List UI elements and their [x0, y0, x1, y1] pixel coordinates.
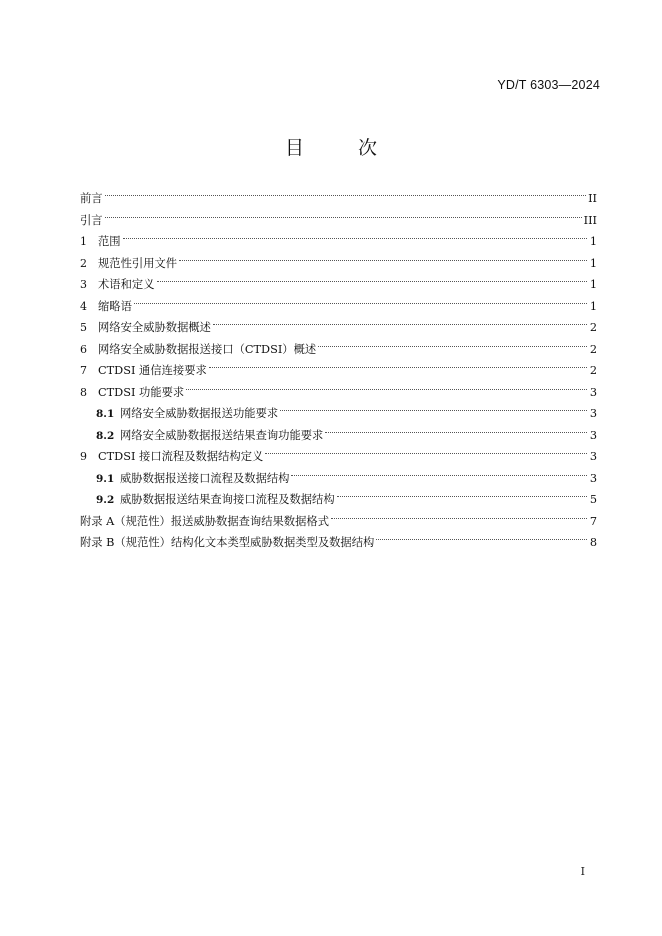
toc-entry[interactable]: [80, 188, 597, 210]
toc-dot-leader: [280, 410, 587, 411]
toc-dot-leader: [157, 281, 588, 282]
toc-entry-page: 3: [589, 428, 597, 442]
toc-entry-title: CTDSI 功能要求: [98, 385, 185, 399]
toc-entry-page: 1: [589, 256, 597, 270]
toc-entry[interactable]: [80, 468, 597, 490]
toc-entry[interactable]: [80, 231, 597, 253]
toc-entry-number: 9: [80, 450, 87, 463]
toc-entry[interactable]: [80, 489, 597, 511]
toc-entry-title: 威胁数据报送结果查询接口流程及数据结构: [120, 493, 335, 506]
toc-entry-title: 规范性引用文件: [98, 256, 178, 270]
toc-entry-number: 9.1: [96, 472, 115, 485]
toc-entry-page: 5: [589, 493, 597, 506]
toc-entry-title: 网络安全威胁数据报送结果查询功能要求: [120, 428, 324, 442]
toc-dot-leader: [331, 518, 587, 519]
toc-entry-title: 缩略语: [98, 299, 132, 313]
toc-entry-title: 范围: [98, 235, 121, 248]
toc-entry[interactable]: [80, 511, 597, 533]
toc-entry[interactable]: [80, 274, 597, 296]
page-number: I: [580, 865, 585, 878]
toc-entry-title: 网络安全威胁数据概述: [98, 321, 211, 334]
toc-entry-page: 1: [589, 235, 597, 248]
toc-dot-leader: [265, 453, 587, 454]
toc-entry-title: 附录 A（规范性）报送威胁数据查询结果数据格式: [80, 514, 329, 528]
toc-entry-title: 前言: [80, 192, 103, 205]
toc-dot-leader: [376, 539, 587, 540]
toc-entry-page: 3: [589, 407, 597, 420]
toc-entry-page: 3: [589, 471, 597, 485]
toc-dot-leader: [105, 217, 582, 218]
toc-entry-title: 网络安全威胁数据报送功能要求: [120, 407, 279, 420]
toc-entry-title: CTDSI 通信连接要求: [98, 364, 207, 377]
toc-dot-leader: [134, 303, 587, 304]
toc-entry[interactable]: [80, 317, 597, 339]
toc-entry-page: 1: [589, 299, 597, 313]
toc-entry-title: 威胁数据报送接口流程及数据结构: [120, 471, 290, 485]
toc-dot-leader: [186, 389, 587, 390]
toc-entry[interactable]: [80, 210, 597, 232]
toc-dot-leader: [213, 324, 587, 325]
toc-entry-number: 8.2: [96, 429, 115, 442]
toc-dot-leader: [209, 367, 587, 368]
toc-entry-page: 3: [589, 450, 597, 463]
toc-entry-title: 引言: [80, 213, 103, 227]
footer-watermark: [150, 910, 502, 924]
toc-entry-title: 术语和定义: [98, 278, 155, 291]
toc-entry[interactable]: [80, 382, 597, 404]
toc-entry[interactable]: [80, 339, 597, 361]
toc-entry[interactable]: [80, 296, 597, 318]
toc-entry-number: 8.1: [96, 408, 115, 420]
toc-dot-leader: [179, 260, 587, 261]
toc-entry-page: II: [588, 192, 597, 205]
toc-entry[interactable]: [80, 446, 597, 468]
toc-entry-page: 2: [589, 342, 597, 356]
toc-entry-number: 7: [80, 364, 87, 377]
toc-dot-leader: [105, 195, 586, 196]
toc-entry-number: 9.2: [96, 494, 115, 506]
toc-entry-number: 2: [80, 256, 87, 270]
toc-entry-page: 3: [589, 385, 597, 399]
toc-entry-title: 网络安全威胁数据报送接口（CTDSI）概述: [98, 342, 317, 356]
table-of-contents: [80, 188, 597, 554]
toc-entry[interactable]: [80, 253, 597, 275]
document-code: YD/T 6303—2024: [497, 78, 600, 92]
toc-entry-page: 7: [589, 514, 597, 528]
toc-entry-page: III: [583, 213, 597, 227]
toc-entry-page: 2: [589, 364, 597, 377]
toc-entry[interactable]: [80, 403, 597, 425]
toc-dot-leader: [123, 238, 587, 239]
toc-dot-leader: [337, 496, 587, 497]
toc-dot-leader: [291, 475, 587, 476]
toc-entry-number: 8: [80, 385, 87, 399]
toc-entry-page: 2: [589, 321, 597, 334]
toc-entry[interactable]: [80, 360, 597, 382]
toc-entry-number: 1: [80, 235, 87, 248]
toc-entry[interactable]: [80, 425, 597, 447]
toc-entry[interactable]: [80, 532, 597, 554]
toc-dot-leader: [318, 346, 587, 347]
toc-dot-leader: [325, 432, 587, 433]
toc-entry-page: 1: [589, 278, 597, 291]
toc-entry-number: 5: [80, 321, 87, 334]
toc-entry-page: 8: [589, 536, 597, 549]
toc-entry-number: 3: [80, 278, 87, 291]
toc-entry-title: 附录 B（规范性）结构化文本类型威胁数据类型及数据结构: [80, 536, 375, 549]
toc-title: 目 次: [284, 137, 402, 159]
toc-entry-number: 4: [80, 299, 87, 313]
toc-entry-title: CTDSI 接口流程及数据结构定义: [98, 450, 264, 463]
toc-entry-number: 6: [80, 342, 87, 356]
